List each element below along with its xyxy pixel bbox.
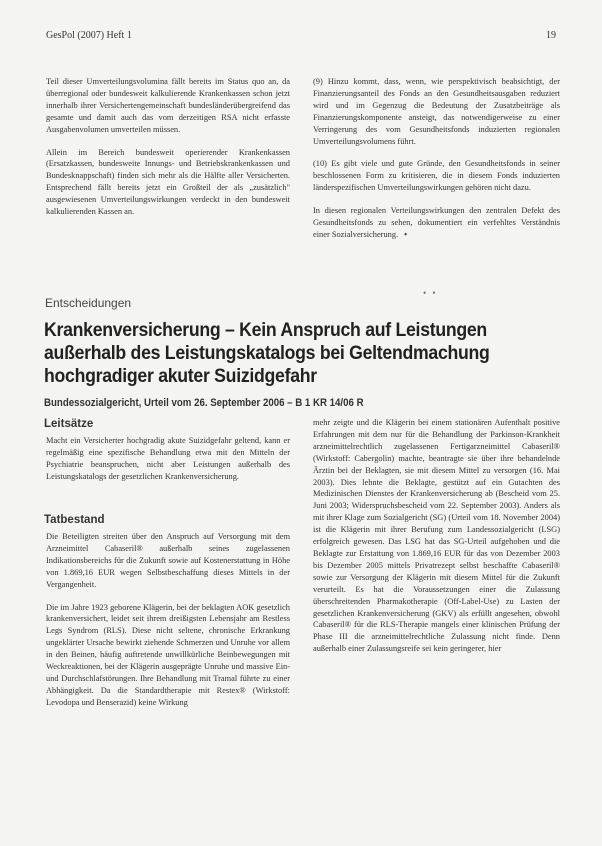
right-column-text bbox=[313, 417, 560, 655]
section-label: Entscheidungen bbox=[45, 296, 132, 310]
paragraph: Die im Jahre 1923 geborene Klägerin, bei der beklagten AOK gesetzlich krankenversichert, leidet seit ihrem dreißigsten Lebensjahr am Restless Legs Syndrom (RLS). Diese nicht seltene, chronische Erkrankung ungeklärter Ursache bewirkt ziehende Schmerzen und Unruhe vor allem in den Beinen, häufig auftretende unwillkürliche Beinbewegungen mit Weckreaktionen, bei der Klägerin ausgeprägte Unruhe und massive Ein- und Durchschlafstörungen. Ihre Behandlung mit Tramal führte zu einer Abhängigkeit. Da die Standardtherapie mit Restex® (Wirkstoff: Levodopa und Benserazid) keine Wirkung bbox=[46, 602, 290, 707]
end-mark: • bbox=[404, 229, 408, 239]
running-header bbox=[46, 30, 556, 44]
journal-citation: GesPol (2007) Heft 1 bbox=[46, 30, 132, 41]
leitsaetze-heading: Leitsätze bbox=[44, 418, 94, 430]
leitsaetze-text bbox=[46, 435, 290, 483]
paragraph: Allein im Bereich bundesweit operierender Krankenkassen (Ersatzkassen, bundesweite Innungs- und Betriebskrankenkassen und Bundesknappschaft) finden sich mehr als die Hälfte aller Versicherten. Entsprechend fällt bereits jetzt ein Großteil der als „zusätzlich" ausgewiesenen Umverteilungswirkungen verdeckt in den bundesweit kalkulierenden Kassen an. bbox=[46, 147, 290, 217]
paragraph: Teil dieser Umverteilungsvolumina fällt bereits im Status quo an, da überregional oder bundesweit kalkulierende Krankenkassen schon jetzt innerhalb ihrer Versichertengemeinschaft bundesländerübergreifend das gesamte und damit auch das vom derzeitigen RSA nicht erfasste Ausgabenvolumen umverteilen müssen. bbox=[46, 77, 290, 134]
closing-paragraph bbox=[313, 205, 560, 241]
paragraph: (9) Hinzu kommt, dass, wenn, wie perspektivisch beabsichtigt, der Finanzierungsanteil des Fonds an den Gesundheitsausgaben reduziert wird und im Gegenzug die Bedeutung der Zusatzbeiträge als Finanzierungskomponente ansteigt, das notwendigerweise zu einer Verringerung des vom Gesundheitsfonds induzierten regionalen Umverteilungsvolumens führt. bbox=[313, 77, 560, 146]
page-number: 19 bbox=[546, 30, 556, 41]
paragraph: mehr zeigte und die Klägerin bei einem stationären Aufenthalt positive Erfahrungen mit dem nur für die Behandlung der Parkinson-Krankheit arzneimittelrechtlich zugelassenen Fertigarzneimittel Cabaseril® (Wirkstoff: Cabergolin) machte, beantragte sie über ihre behandelnde Ärztin bei der Beklagten, sie mit diesem Mittel zu versorgen (16. Mai 2003). Dies lehnte die Beklagte, gestützt auf ein Gutachten des Medizinischen Dienstes der Krankenversicherung ab (Bescheid vom 25. Juni 2003; Widerspruchsbescheid vom 22. September 2003). Anders als mit ihrer Klage zum Sozialgericht (SG) (Urteil vom 18. November 2004) ist die Klägerin mit ihrer Berufung zum Landessozialgericht (LSG) erfolgreich gewesen. Das LSG hat das SG-Urteil aufgehoben und die Beklagte zur Erstattung von 1.869,16 EUR für das von Dezember 2003 bis Dezember 2005 mittels Privatrezept selbst beschaffte Cabaseril® sowie zur Versorgung der Klägerin mit diesem Mittel für die Zukunft verurteilt. Es hat die Voraussetzungen einer die Zulassung überschreitenden Pharmakotherapie (Off-Label-Use) zu Lasten der gesetzlichen Krankenversicherung (GKV) als erfüllt angesehen, obwohl Cabaseril® für die RLS-Therapie mangels einer klinischen Prüfung der Phase III die arzneimittelrechtliche Zulassung nicht finde. Denn außerhalb einer Zulassungsreife sei kein geringerer, hier bbox=[313, 418, 560, 654]
paragraph-text: In diesen regionalen Verteilungswirkungen den zentralen Defekt des Gesundheitsfonds zu sehen, dokumentiert ein verfehltes Verständnis einer Sozialversicherung. bbox=[313, 206, 560, 239]
top-left-column bbox=[46, 76, 290, 218]
tatbestand-heading: Tatbestand bbox=[44, 514, 105, 526]
article-title: Krankenversicherung – Kein Anspruch auf Leistungen außerhalb des Leistungskatalogs bei Geltendmachung hochgradiger akuter Suizidgefahr bbox=[44, 320, 490, 387]
paragraph: Die Beteiligten streiten über den Anspruch auf Versorgung mit dem Arzneimittel Cabaseril® außerhalb seines zugelassenen Indikationsbereichs für die Zukunft sowie auf Kostenerstattung in Höhe von 1.869,16 EUR wegen Selbstbeschaffung dieses Mittels in der Vergangenheit. bbox=[46, 532, 290, 589]
top-right-column bbox=[313, 76, 560, 241]
paragraph: (10) Es gibt viele und gute Gründe, den Gesundheitsfonds in seiner beschlossenen Form zu kritisieren, die in diesem Fonds induzierten länderspezifischen Umverteilungswirkungen gehören nicht dazu. bbox=[313, 159, 560, 193]
court-citation: Bundessozialgericht, Urteil vom 26. September 2006 – B 1 KR 14/06 R bbox=[44, 397, 364, 409]
decorative-dots: • • bbox=[423, 288, 438, 298]
tatbestand-text bbox=[46, 531, 290, 709]
paragraph: Macht ein Versicherter hochgradig akute Suizidgefahr geltend, kann er regelmäßig eine spezifische Behandlung etwa mit den Mitteln der Psychiatrie beanspruchen, nicht aber Leistungen außerhalb des Leistungskatalogs der gesetzlichen Krankenversicherung. bbox=[46, 436, 290, 481]
